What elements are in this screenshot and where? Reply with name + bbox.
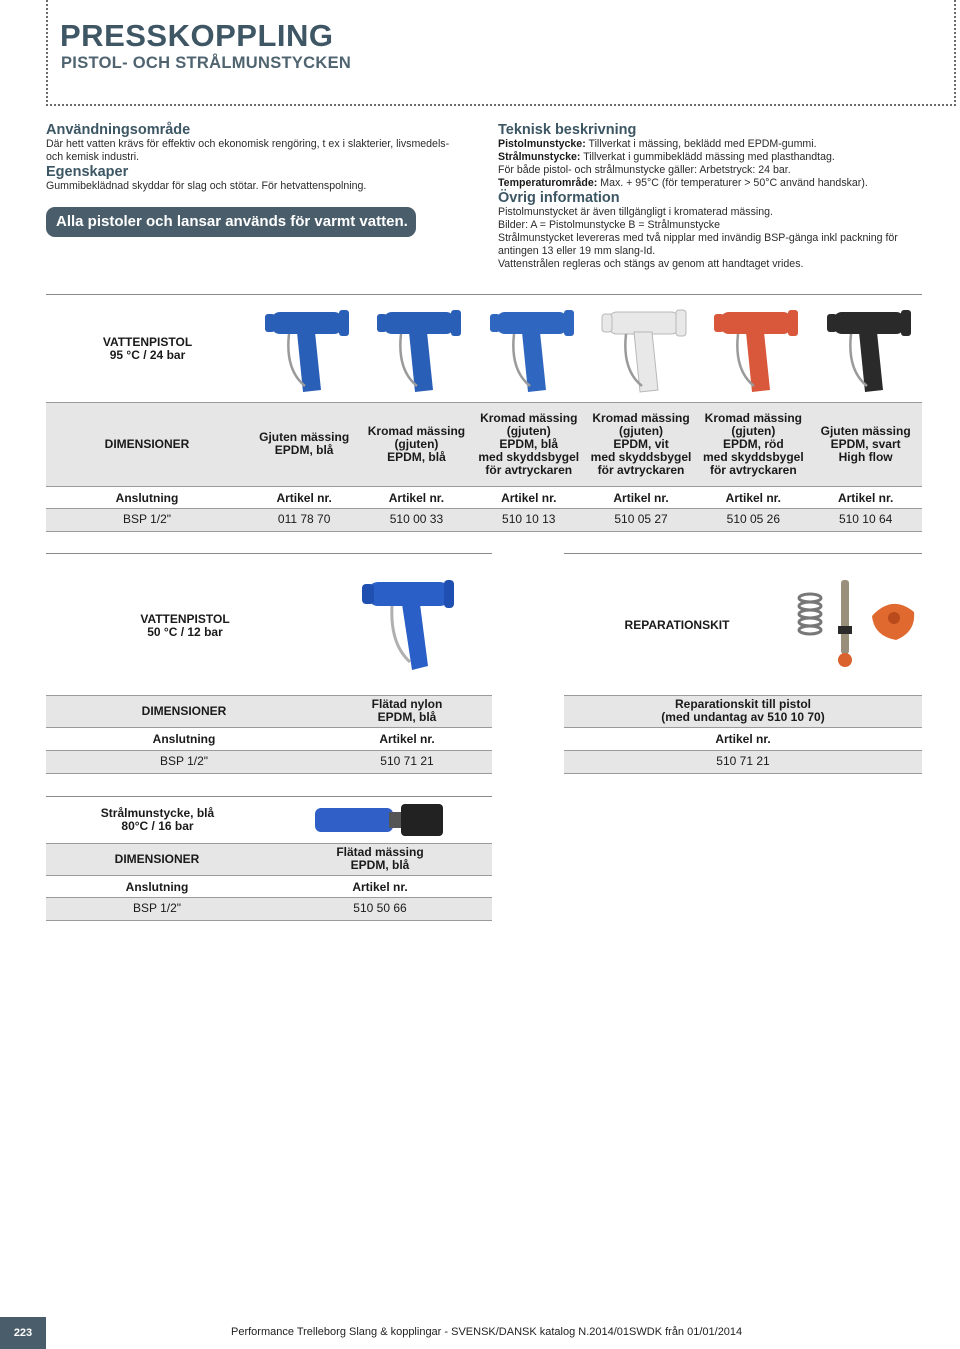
temp-line bbox=[498, 177, 928, 190]
table3-art-label: Artikel nr. bbox=[715, 731, 771, 746]
left-intro bbox=[46, 122, 476, 193]
table1-desc-line: för avtryckaren bbox=[597, 462, 685, 477]
table1-desc-line: med skyddsbygel bbox=[478, 449, 580, 464]
table1-art-value: 510 05 27 bbox=[614, 512, 668, 526]
table1-desc-line: EPDM, röd bbox=[723, 436, 784, 451]
table1-desc-line: EPDM, svart bbox=[830, 436, 901, 451]
repair-kit-image bbox=[792, 576, 922, 672]
table3-bottom-rule bbox=[564, 773, 922, 774]
table1-art-value: 510 10 64 bbox=[838, 512, 893, 526]
table1-art-value: 011 78 70 bbox=[277, 512, 331, 526]
table4-bottom-rule bbox=[46, 920, 492, 921]
temp-text: Max. + 95°C (för temperaturer > 50°C använd handskar). bbox=[597, 177, 868, 189]
table1-product-label bbox=[90, 336, 205, 362]
table1-art-label: Artikel nr. bbox=[613, 490, 669, 505]
temp-label: Temperaturområde: bbox=[498, 177, 598, 189]
other-heading: Övrig information bbox=[498, 190, 620, 206]
other-text-3: Strålmunstycket levereras med två nipplar med invändig BSP-gänga inkl packning för bbox=[498, 232, 898, 244]
table2-product-line2: 50 °C / 12 bar bbox=[147, 625, 223, 639]
table1-bottom-rule bbox=[46, 531, 922, 532]
table1-conn-label: Anslutning bbox=[115, 490, 179, 505]
table3-desc-line1: Reparationskit till pistol bbox=[674, 697, 812, 711]
table1-art-label: Artikel nr. bbox=[501, 490, 557, 505]
table2-art-label: Artikel nr. bbox=[379, 731, 435, 746]
table1-desc-line: (gjuten) bbox=[619, 423, 664, 438]
table2-pistol-image bbox=[362, 574, 462, 674]
table3-top-rule bbox=[564, 553, 922, 554]
page-number: 223 bbox=[0, 1317, 46, 1349]
table4-conn-label: Anslutning bbox=[125, 879, 189, 894]
table4-desc-line1: Flätad mässing bbox=[336, 845, 424, 859]
table2-product-label bbox=[120, 613, 250, 639]
table1-desc-cell bbox=[585, 402, 697, 486]
table4-header-rule bbox=[46, 875, 492, 876]
table1-desc-line: Kromad mässing bbox=[592, 410, 690, 425]
table1-desc-line: EPDM, blå bbox=[387, 449, 446, 464]
table1-desc-line: Gjuten mässing bbox=[259, 430, 350, 444]
table1-art-value: 510 00 33 bbox=[389, 512, 444, 526]
table1-desc-cell bbox=[697, 402, 809, 486]
table4-art-label: Artikel nr. bbox=[352, 879, 408, 894]
table1-desc-line: EPDM, blå bbox=[499, 436, 559, 451]
table1-top-rule bbox=[46, 294, 922, 295]
straal-text: Tillverkat i gummibeklädd mässing med plasthandtag. bbox=[580, 151, 835, 163]
table1-desc-line: Kromad mässing bbox=[704, 410, 803, 425]
table1-pistol-image bbox=[263, 304, 353, 396]
table1-art-value: 510 10 13 bbox=[502, 512, 556, 526]
straal-label: Strålmunstycke: bbox=[498, 151, 581, 163]
table2-desc bbox=[322, 695, 492, 727]
spray-nozzle-image bbox=[315, 802, 445, 838]
other-text-5: Vattenstrålen regleras och stängs av genom att handtaget vrides. bbox=[498, 258, 804, 270]
table1-desc-line: (gjuten) bbox=[394, 436, 439, 451]
right-intro bbox=[498, 122, 928, 271]
table2-art-value: 510 71 21 bbox=[380, 754, 434, 768]
table4-conn-value: BSP 1/2" bbox=[132, 901, 182, 915]
table1-desc-line: Kromad mässing bbox=[367, 423, 466, 438]
table2-product-line1: VATTENPISTOL bbox=[140, 612, 230, 626]
table1-desc-line: EPDM, blå bbox=[274, 443, 334, 457]
table1-pistol-image bbox=[375, 304, 465, 396]
pistol-label: Pistolmunstycke: bbox=[498, 138, 586, 150]
table1-desc-line: (gjuten) bbox=[731, 423, 776, 438]
hot-water-callout: Alla pistoler och lansar används för varmt vatten. bbox=[46, 207, 416, 237]
table1-desc-line: för avtryckaren bbox=[485, 462, 573, 477]
other-text-4: antingen 13 eller 19 mm slang-Id. bbox=[498, 245, 656, 257]
table1-pistol-image bbox=[488, 304, 578, 396]
usage-text-1: Där hett vatten krävs för effektiv och ekonomisk rengöring, t ex i slakterier, livsmedels- bbox=[46, 138, 450, 150]
table4-desc bbox=[268, 843, 492, 875]
table1-art-label: Artikel nr. bbox=[276, 490, 332, 505]
table4-dim-label: DIMENSIONER bbox=[114, 851, 200, 866]
table1-desc-line: Gjuten mässing bbox=[820, 423, 911, 438]
table1-desc-cell bbox=[360, 402, 472, 486]
table3-desc bbox=[564, 695, 922, 727]
table2-dim-label: DIMENSIONER bbox=[141, 703, 227, 718]
table1-conn-value: BSP 1/2" bbox=[122, 512, 172, 526]
page-subtitle: PISTOL- OCH STRÅLMUNSTYCKEN bbox=[61, 54, 352, 72]
tech-heading: Teknisk beskrivning bbox=[498, 122, 637, 138]
table4-top-rule bbox=[46, 796, 492, 797]
table1-desc-line: EPDM, vit bbox=[613, 436, 669, 451]
table3-product-label: REPARATIONSKIT bbox=[624, 618, 730, 632]
table1-desc-line: med skyddsbygel bbox=[702, 449, 804, 464]
other-text-2: Bilder: A = Pistolmunstycke B = Strålmunstycke bbox=[498, 219, 720, 231]
table1-art-value: 510 05 26 bbox=[726, 512, 781, 526]
table1-desc-line: High flow bbox=[838, 449, 893, 464]
table3-desc-line2: (med undantag av 510 10 70) bbox=[661, 710, 825, 724]
usage-heading: Användningsområde bbox=[46, 122, 191, 138]
table4-product-line1: Strålmunstycke, blå bbox=[100, 806, 215, 820]
table2-bottom-rule bbox=[46, 773, 492, 774]
both-text: För både pistol- och strålmunstycke gäller: Arbetstryck: 24 bar. bbox=[498, 164, 791, 176]
table4-art-value: 510 50 66 bbox=[353, 901, 407, 915]
table1-pistol-image bbox=[600, 304, 690, 396]
table3-header-rule bbox=[564, 727, 922, 728]
table1-art-label: Artikel nr. bbox=[725, 490, 782, 505]
pistol-text: Tillverkat i mässing, beklädd med EPDM-gummi. bbox=[585, 138, 817, 150]
table1-desc-line: med skyddsbygel bbox=[590, 449, 692, 464]
table4-product-label bbox=[90, 807, 225, 833]
table2-conn-value: BSP 1/2" bbox=[159, 754, 209, 768]
table2-conn-label: Anslutning bbox=[152, 731, 216, 746]
table1-pistol-image bbox=[712, 304, 802, 396]
props-heading: Egenskaper bbox=[46, 164, 129, 180]
table1-desc-line: för avtryckaren bbox=[709, 462, 797, 477]
props-text: Gummibeklädnad skyddar för slag och stötar. För hetvattenspolning. bbox=[46, 180, 367, 192]
table1-desc-line: Kromad mässing bbox=[480, 410, 578, 425]
footer-text: Performance Trelleborg Slang & kopplingar - SVENSK/DANSK katalog N.2014/01SWDK från 01/01/2014 bbox=[231, 1326, 743, 1338]
straal-line bbox=[498, 151, 928, 164]
table1-header-rule bbox=[46, 486, 922, 487]
other-text-1: Pistolmunstycket är även tillgängligt i kromaterad mässing. bbox=[498, 206, 773, 218]
table4-product-line2: 80°C / 16 bar bbox=[121, 819, 194, 833]
table2-top-rule bbox=[46, 553, 492, 554]
page-title: PRESSKOPPLING bbox=[60, 18, 334, 53]
table2-desc-line2: EPDM, blå bbox=[377, 710, 437, 724]
table1-desc-cell bbox=[810, 402, 922, 486]
table1-dim-label: DIMENSIONER bbox=[104, 436, 190, 451]
table1-desc-cell bbox=[248, 402, 360, 486]
table1-desc-cell bbox=[473, 402, 585, 486]
table1-desc-line: (gjuten) bbox=[506, 423, 551, 438]
pistol-line bbox=[498, 138, 928, 151]
usage-text-2: och kemisk industri. bbox=[46, 151, 140, 163]
table1-product-line1: VATTENPISTOL bbox=[102, 335, 193, 349]
table1-product-line2: 95 °C / 24 bar bbox=[109, 348, 186, 362]
table1-art-label: Artikel nr. bbox=[388, 490, 445, 505]
table2-desc-line1: Flätad nylon bbox=[371, 697, 443, 711]
table1-art-label: Artikel nr. bbox=[837, 490, 894, 505]
table2-header-rule bbox=[46, 727, 492, 728]
table1-pistol-image bbox=[825, 304, 915, 396]
table3-art-value: 510 71 21 bbox=[716, 754, 770, 768]
table4-desc-line2: EPDM, blå bbox=[350, 858, 410, 872]
